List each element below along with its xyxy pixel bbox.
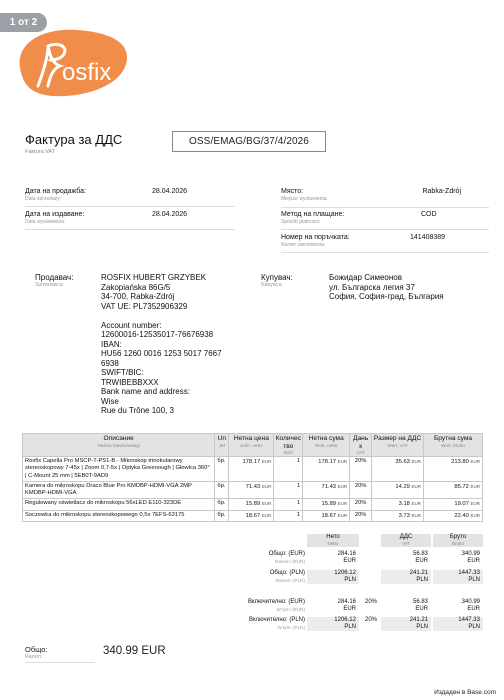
total-pln-net: 1206.12 PLN bbox=[307, 570, 359, 584]
sale-date-value: 28.04.2026 bbox=[152, 188, 188, 195]
seller-line: Bank name and address: bbox=[101, 387, 190, 396]
divider bbox=[25, 206, 235, 207]
incl-eur-gross: 340.99 EUR bbox=[461, 599, 480, 612]
incl-eur-vat: 56.83 EUR bbox=[412, 599, 428, 612]
payment-method-value: COD bbox=[421, 211, 437, 218]
divider bbox=[25, 229, 235, 230]
col-vat-rate: Дань к VAT bbox=[350, 434, 372, 457]
buyer-label: Купувач: Nabywca: bbox=[261, 273, 293, 288]
total-eur-net: 284.16 EUR bbox=[337, 551, 356, 564]
seller-line: TRWIBEBBXXX bbox=[101, 377, 159, 387]
seller-line: ROSFIX HUBERT GRZYBEK bbox=[101, 273, 207, 282]
summary-head-vat: ДДС VAT bbox=[381, 534, 431, 547]
col-vat-amount: Размер на ДДС Wart. VAT bbox=[372, 434, 424, 457]
incl-pln-gross: 1447.33 PLN bbox=[433, 617, 483, 631]
grand-total-value: 340.99 EUR bbox=[103, 645, 166, 657]
seller-line: SWIFT/BIC: bbox=[101, 368, 144, 377]
total-pln-vat: 241.21 PLN bbox=[381, 570, 431, 584]
summary-head-gross: Бруто Brutto bbox=[433, 534, 483, 547]
col-description: Описание Nazwa towaru/usługi bbox=[23, 434, 215, 457]
divider bbox=[281, 252, 489, 253]
document-title bbox=[25, 132, 122, 155]
seller-line: HU56 1260 0016 1253 5017 7667 bbox=[101, 349, 222, 358]
total-pln-label: Общо: (PLN) Razem: (PLN) bbox=[269, 570, 305, 583]
divider bbox=[281, 229, 489, 230]
buyer-details bbox=[329, 273, 499, 302]
seller-details bbox=[101, 273, 261, 416]
rosfix-logo bbox=[14, 28, 160, 100]
table-row: Rosfix Capella Pro MSCP-T-PS1-B - Mikroskop trinokularowy stereoskopowy 7-45x | Zoom 0,7-5x | Optyka Greenough | Głowica 360° | C-Mount 25 mm | 5EB0T-9AD9 бр. 178.17 EUR 1 178.17 EUR 20% 35.63 EUR 213.80 EUR bbox=[23, 457, 483, 482]
seller-line: 12600016-12535017-76676938 bbox=[101, 330, 214, 339]
col-gross-amount: Брутна сума Wart. brutto bbox=[424, 434, 483, 457]
total-eur-gross: 340.99 EUR bbox=[461, 551, 480, 564]
seller-line: IBAN: bbox=[101, 339, 122, 349]
order-number-value: 141408389 bbox=[410, 234, 446, 241]
summary-head-net: Нето Netto bbox=[307, 534, 359, 547]
svg-text:osfix: osfix bbox=[62, 59, 112, 86]
invoice-title: Фактура за ДДС bbox=[25, 132, 123, 147]
col-quantity: Количество Ilość bbox=[275, 435, 301, 455]
seller-line bbox=[101, 311, 261, 321]
incl-pln-net: 1206.12 PLN bbox=[307, 617, 359, 631]
table-row: Regulowany oświetlacz do mikroskopu 56xLED E110-323DE бр. 15.89 EUR 1 15.89 EUR 20% 3.18 EUR 19.07 EUR bbox=[23, 499, 483, 510]
issue-date-value: 28.04.2026 bbox=[152, 211, 188, 218]
incl-pln-vat: 241.21 PLN bbox=[381, 617, 431, 631]
col-net-amount: Нетна сума Wart. netto bbox=[303, 434, 350, 457]
grand-total-label: Общо: Razem: bbox=[25, 645, 48, 660]
table-header-row bbox=[23, 434, 483, 457]
seller-line: Rue du Trône 100, 3 bbox=[101, 406, 174, 415]
seller-line: Zakopiańska 86G/5 bbox=[101, 282, 171, 292]
footer-credit: Издаден в Base.com bbox=[434, 689, 496, 696]
incl-eur-net: 284.16 EUR bbox=[337, 599, 356, 612]
seller-line: 6938 bbox=[101, 358, 119, 368]
col-unit: Un JM bbox=[215, 434, 229, 457]
buyer-line: ул. Българска легия 37 bbox=[329, 282, 415, 292]
divider bbox=[25, 662, 95, 663]
seller-line: Wise bbox=[101, 396, 119, 406]
page-indicator-badge: 1 от 2 bbox=[0, 13, 47, 32]
total-eur-label: Общо: (EUR) Razem: (EUR) bbox=[268, 551, 305, 564]
total-eur-vat: 56.83 EUR bbox=[412, 551, 428, 564]
col-net-price: Нетна цена Jedn. netto bbox=[229, 434, 274, 457]
total-pln-gross: 1447.33 PLN bbox=[433, 570, 483, 584]
incl-pln-label: Включително: (PLN) W tym: (PLN) bbox=[248, 617, 305, 630]
incl-eur-label: Включително: (EUR) W tym: (EUR) bbox=[247, 599, 305, 612]
seller-line: VAT UE: PL7352906329 bbox=[101, 301, 188, 311]
invoice-items-table bbox=[22, 433, 483, 522]
divider bbox=[281, 207, 489, 208]
seller-line: Account number: bbox=[101, 320, 162, 330]
table-row: Soczewka do mikroskopu stereoskopowego 0,5x 7EFS-63175 бр. 18.67 EUR 1 18.67 EUR 20% 3.73 EUR 22.40 EUR bbox=[23, 510, 483, 521]
buyer-line: София, София-град, България bbox=[329, 292, 444, 301]
invoice-number: OSS/EMAG/BG/37/4/2026 bbox=[172, 131, 326, 152]
incl-pln-rate: 20% bbox=[364, 617, 377, 623]
table-row: Kamera do mikroskopu Draco Blue Pro KMDBP-HDMI-VGA 2MP KMDBP-HDMI-VGA бр. 71.43 EUR 1 71.43 EUR 20% 14.29 EUR 85.72 EUR bbox=[23, 481, 483, 499]
incl-eur-rate: 20% bbox=[364, 599, 377, 605]
seller-line: 34-700, Rabka-Zdrój bbox=[101, 292, 175, 301]
invoice-title-sub: Faktura VAT bbox=[25, 149, 56, 155]
place-value: Rabka-Zdrój bbox=[422, 188, 461, 195]
buyer-line: Божидар Симеонов bbox=[329, 273, 402, 282]
seller-label: Продавач: Sprzedawca: bbox=[35, 273, 74, 288]
